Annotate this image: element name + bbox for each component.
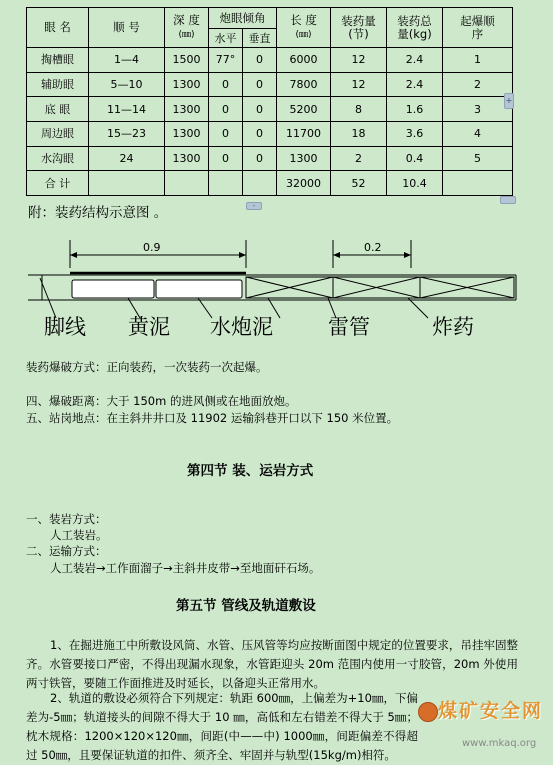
cell-length: 7800 [277, 72, 331, 97]
cell-angle-v: 0 [243, 121, 277, 146]
cell-angle-h: 0 [209, 146, 243, 171]
section-5-paragraph-2: 2、轨道的敷设必须符合下列规定：轨距 600㎜，上偏差为+10㎜，下偏差为-5㎜；轨道接头的间隙不得大于 10 ㎜，高低和左右错差不得大于 5㎜；枕木规格：1200×120×120㎜，间距(中——中) 1000㎜，间距偏差不得超过 50㎜，且要保证轨道的扣件、须齐全、牢固并与轨型(15kg/m)相符。 [26, 691, 418, 762]
cell-depth: 1300 [165, 97, 209, 122]
cell-count: 12 [331, 48, 387, 73]
cell-seq: 15—23 [89, 121, 165, 146]
section-4-line-1: 一、装岩方式： [26, 512, 107, 526]
guard-location: 五、站岗地点：在主斜井井口及 11902 运输斜巷开口以下 150 米位置。 [26, 411, 399, 425]
cell-depth: 1300 [165, 72, 209, 97]
cell-total: 10.4 [387, 171, 443, 196]
table-row [27, 48, 513, 73]
header-order: 起爆顺 序 [443, 8, 513, 48]
header-angle: 炮眼倾角 [209, 8, 277, 29]
header-charge-total: 装药总 量(kg) [387, 8, 443, 48]
cell-name: 合 计 [27, 171, 89, 196]
table-row [27, 121, 513, 146]
charge-parameter-table [26, 7, 513, 196]
cell-angle-v: 0 [243, 48, 277, 73]
cell-angle-v: 0 [243, 146, 277, 171]
header-length: 长 度 (㎜) [277, 8, 331, 48]
label-water-stemming: 水炮泥 [210, 315, 273, 339]
watermark-logo-icon [418, 702, 438, 722]
cell-angle-v: 0 [243, 72, 277, 97]
blast-method: 装药爆破方式：正向装药，一次装药一次起爆。 [26, 360, 268, 374]
section-4-line-2: 人工装岩。 [50, 528, 108, 542]
cell-length: 1300 [277, 146, 331, 171]
header-seq: 顺 号 [89, 8, 165, 48]
dim-left-label: 0.9 [143, 241, 161, 254]
table-row [27, 146, 513, 171]
cell-angle-h: 0 [209, 72, 243, 97]
cell-length: 6000 [277, 48, 331, 73]
section-5-title: 第五节 管线及轨道敷设 [176, 598, 316, 614]
cell-angle-h: 0 [209, 97, 243, 122]
header-angle-horizontal: 水平 [209, 29, 243, 48]
label-detonator-wire: 脚线 [44, 315, 86, 339]
cell-seq: 24 [89, 146, 165, 171]
section-4-title: 第四节 装、运岩方式 [187, 463, 314, 479]
header-angle-vertical: 垂直 [243, 29, 277, 48]
label-detonator: 雷管 [328, 315, 370, 339]
cell-name: 底 眼 [27, 97, 89, 122]
cell-total: 2.4 [387, 48, 443, 73]
table-total-row [27, 171, 513, 196]
label-explosive: 炸药 [432, 315, 474, 339]
cell-angle-h: 77° [209, 48, 243, 73]
table-resize-handle[interactable]: + [504, 93, 514, 109]
watermark-url: www.mkaq.org [462, 738, 537, 749]
cell-order: 1 [443, 48, 513, 73]
section-5-paragraph-1: 1、在掘进施工中所敷设风筒、水管、压风管等均应按断面图中规定的位置要求，吊挂牢固整齐。水管要接口严密，不得出现漏水现象，水管距迎头 20m 范围内使用一寸胶管，20m 外使用两寸铁管，要随工作面推进及时延长，以备迎头正常用水。 [26, 638, 518, 690]
cell-angle-v: 0 [243, 97, 277, 122]
watermark-title: 煤矿安全网 [438, 700, 544, 722]
cell-name: 掏槽眼 [27, 48, 89, 73]
cell-length: 11700 [277, 121, 331, 146]
cell-total: 2.4 [387, 72, 443, 97]
header-name: 眼 名 [27, 8, 89, 48]
cell-count: 8 [331, 97, 387, 122]
section-4-line-4: 人工装岩→工作面溜子→主斜井皮带→至地面矸石场。 [50, 561, 321, 575]
section-4-line-3: 二、运输方式： [26, 544, 107, 558]
table-row [27, 72, 513, 97]
cell-depth: 1300 [165, 146, 209, 171]
cell-count: 12 [331, 72, 387, 97]
cell-order: 5 [443, 146, 513, 171]
cell-total: 1.6 [387, 97, 443, 122]
cell-order: 4 [443, 121, 513, 146]
dim-right-label: 0.2 [364, 241, 382, 254]
cell-angle-h: 0 [209, 121, 243, 146]
cell-total: 3.6 [387, 121, 443, 146]
cell-count: 2 [331, 146, 387, 171]
table-corner-handle[interactable] [500, 196, 516, 204]
cell-name: 水沟眼 [27, 146, 89, 171]
diagram-caption: 附：装药结构示意图 。 [28, 205, 168, 221]
label-clay: 黄泥 [128, 315, 170, 339]
cell-seq: 5—10 [89, 72, 165, 97]
cell-seq: 11—14 [89, 97, 165, 122]
cell-total: 0.4 [387, 146, 443, 171]
header-depth: 深 度 (㎜) [165, 8, 209, 48]
cell-length: 32000 [277, 171, 331, 196]
cell-order: 2 [443, 72, 513, 97]
cell-count: 52 [331, 171, 387, 196]
header-charge-count: 装药量 (节) [331, 8, 387, 48]
cell-name: 辅助眼 [27, 72, 89, 97]
table-row [27, 97, 513, 122]
charge-structure-diagram [28, 238, 528, 348]
cell-depth: 1300 [165, 121, 209, 146]
cell-count: 18 [331, 121, 387, 146]
cell-name: 周边眼 [27, 121, 89, 146]
cell-order: 3 [443, 97, 513, 122]
cell-depth: 1500 [165, 48, 209, 73]
blast-distance: 四、爆破距离：大于 150m 的进风侧或在地面放炮。 [26, 394, 297, 408]
cell-seq: 1—4 [89, 48, 165, 73]
cell-length: 5200 [277, 97, 331, 122]
table-add-row-handle[interactable]: - [246, 202, 262, 210]
